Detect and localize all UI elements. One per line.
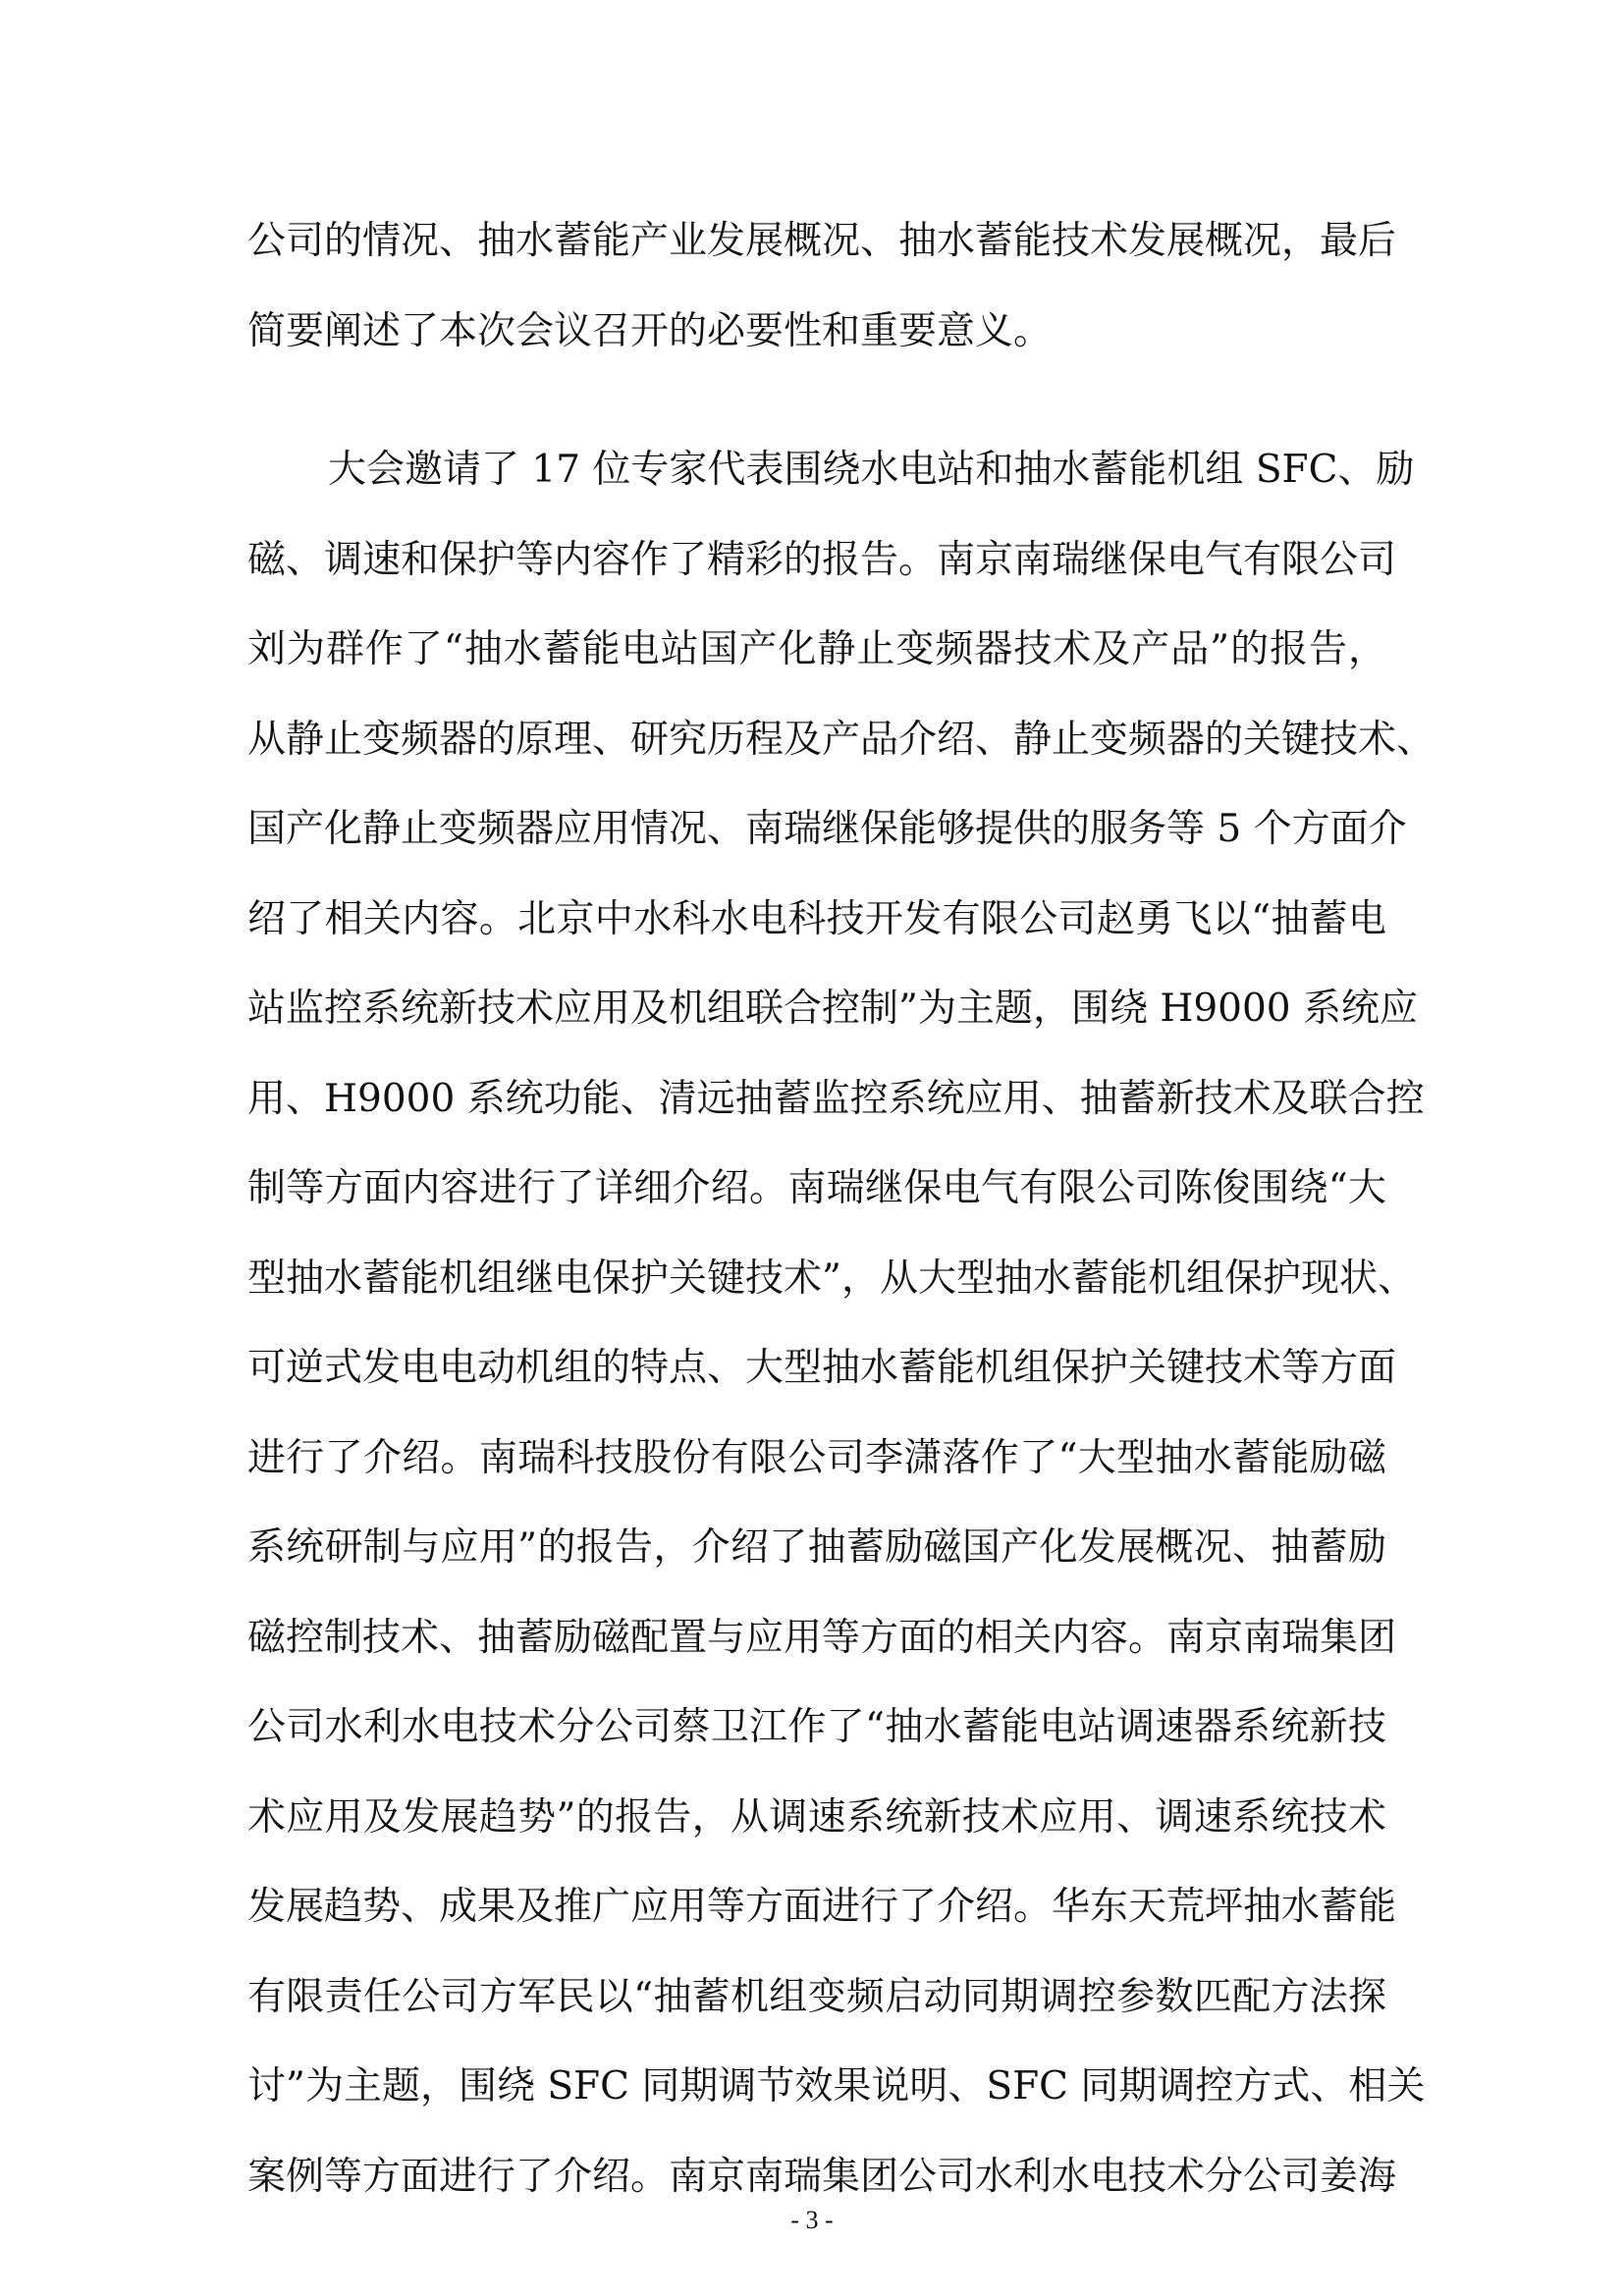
text-line: 大会邀请了 17 位专家代表围绕水电站和抽水蓄能机组 SFC、励 — [328, 448, 1415, 492]
text-line: 从静止变频器的原理、研究历程及产品介绍、静止变频器的关键技术、 — [247, 717, 1435, 762]
text-line: 有限责任公司方军民以“抽蓄机组变频启动同期调控参数匹配方法探 — [247, 1974, 1386, 2019]
text-line: 简要阐述了本次会议召开的必要性和重要意义。 — [247, 308, 1053, 353]
text-line: 型抽水蓄能机组继电保护关键技术”，从大型抽水蓄能机组保护现状、 — [247, 1255, 1416, 1301]
paragraph-spacer — [247, 376, 1386, 425]
text-line: 公司的情况、抽水蓄能产业发展概况、抽水蓄能技术发展概况，最后 — [247, 219, 1397, 263]
paragraph-2 — [247, 425, 1435, 2221]
text-line: 讨”为主题，围绕 SFC 同期调节效果说明、SFC 同期调控方式、相关 — [247, 2064, 1426, 2109]
text-line: 可逆式发电电动机组的特点、大型抽水蓄能机组保护关键技术等方面 — [247, 1346, 1397, 1390]
text-line: 系统研制与应用”的报告，介绍了抽蓄励磁国产化发展概况、抽蓄励 — [247, 1525, 1386, 1570]
text-line: 绍了相关内容。北京中水科水电科技开发有限公司赵勇飞以“抽蓄电 — [247, 896, 1386, 941]
text-line: 国产化静止变频器应用情况、南瑞继保能够提供的服务等 5 个方面介 — [247, 807, 1407, 851]
text-line: 磁、调速和保护等内容作了精彩的报告。南京南瑞继保电气有限公司 — [247, 537, 1397, 582]
text-line: 公司水利水电技术分公司蔡卫江作了“抽水蓄能电站调速器系统新技 — [247, 1705, 1386, 1749]
text-line: 案例等方面进行了介绍。南京南瑞集团公司水利水电技术分公司姜海 — [247, 2154, 1397, 2199]
text-line: 用、H9000 系统功能、清远抽蓄监控系统应用、抽蓄新技术及联合控 — [247, 1076, 1425, 1121]
text-line: 磁控制技术、抽蓄励磁配置与应用等方面的相关内容。南京南瑞集团 — [247, 1615, 1397, 1660]
text-line: 站监控系统新技术应用及机组联合控制”为主题，围绕 H9000 系统应 — [247, 987, 1418, 1031]
text-line: 发展趋势、成果及推广应用等方面进行了介绍。华东天荒坪抽水蓄能 — [247, 1885, 1397, 1929]
text-line: 制等方面内容进行了详细介绍。南瑞继保电气有限公司陈俊围绕“大 — [247, 1166, 1386, 1210]
page-number: - 3 - — [790, 2206, 834, 2234]
paragraph-1 — [247, 196, 1397, 376]
body-text — [247, 196, 1435, 2221]
text-line: 术应用及发展趋势”的报告，从调速系统新技术应用、调速系统技术 — [247, 1794, 1386, 1840]
text-line: 刘为群作了“抽水蓄能电站国产化静止变频器技术及产品”的报告， — [247, 627, 1386, 671]
text-line: 进行了介绍。南瑞科技股份有限公司李潇落作了“大型抽水蓄能励磁 — [247, 1435, 1386, 1480]
